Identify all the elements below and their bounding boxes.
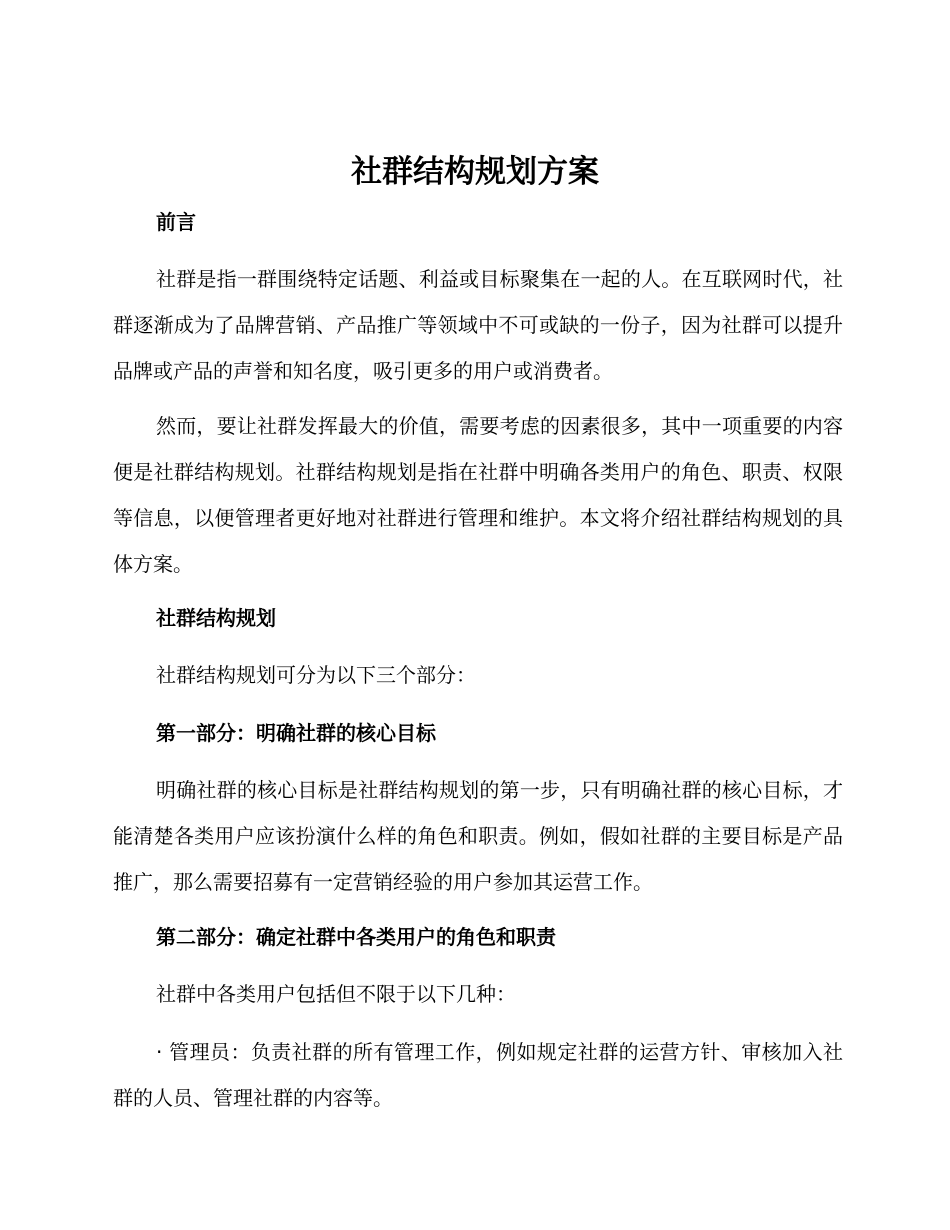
section-heading-part2: 第二部分：确定社群中各类用户的角色和职责 [156,925,556,949]
list-item-admin: · 管理员：负责社群的所有管理工作，例如规定社群的运营方针、审核加入社群的人员、管理社群的内容等。 [113,1040,843,1110]
section-heading-plan: 社群结构规划 [156,606,276,630]
document-title: 社群结构规划方案 [351,154,599,190]
paragraph-preface-1: 社群是指一群围绕特定话题、利益或目标聚集在一起的人。在互联网时代，社群逐渐成为了品牌营销、产品推广等领域中不可或缺的一份子，因为社群可以提升品牌或产品的声誉和知名度，吸引更多的用户或消费者。 [113,267,843,383]
paragraph-part2-intro: 社群中各类用户包括但不限于以下几种： [156,982,516,1006]
section-heading-preface: 前言 [156,210,196,234]
paragraph-part1: 明确社群的核心目标是社群结构规划的第一步，只有明确社群的核心目标，才能清楚各类用户应该扮演什么样的角色和职责。例如，假如社群的主要目标是产品推广，那么需要招募有一定营销经验的用户参加其运营工作。 [113,778,843,894]
paragraph-plan-intro: 社群结构规划可分为以下三个部分： [156,663,476,687]
paragraph-preface-2: 然而，要让社群发挥最大的价值，需要考虑的因素很多，其中一项重要的内容便是社群结构规划。社群结构规划是指在社群中明确各类用户的角色、职责、权限等信息，以便管理者更好地对社群进行管理和维护。本文将介绍社群结构规划的具体方案。 [113,414,843,576]
section-heading-part1: 第一部分：明确社群的核心目标 [156,721,436,745]
